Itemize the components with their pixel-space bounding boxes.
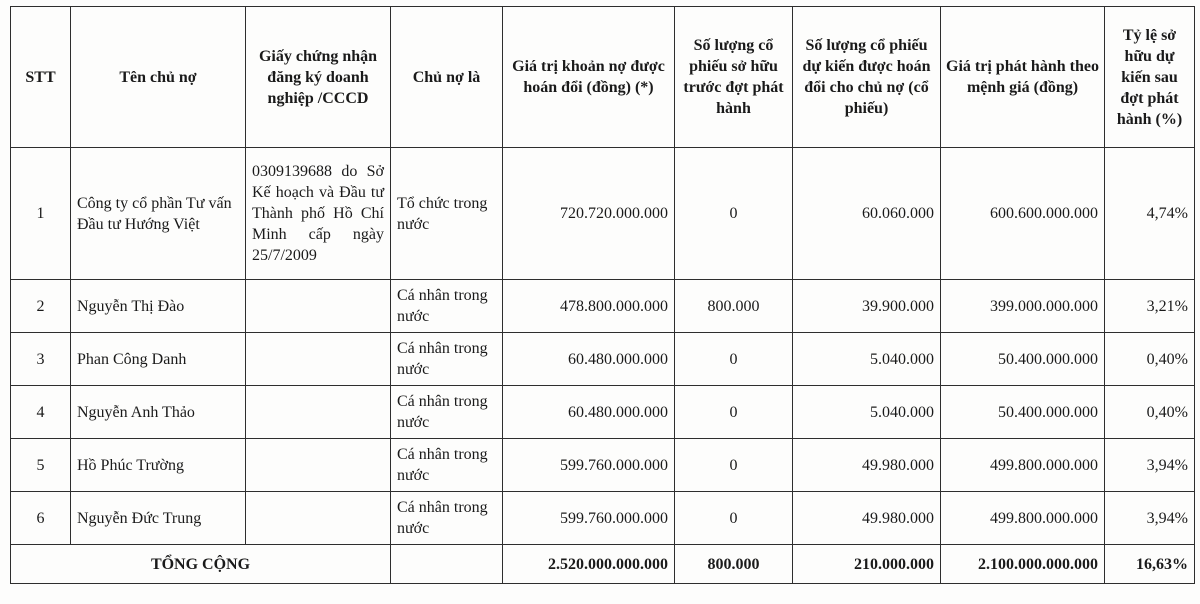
table-row bbox=[11, 492, 1195, 545]
cell-shares-before: 0 bbox=[675, 333, 793, 386]
cell-shares-expected: 49.980.000 bbox=[793, 439, 941, 492]
total-row bbox=[11, 545, 1195, 584]
table-row bbox=[11, 333, 1195, 386]
header-ownership-ratio: Tỷ lệ sở hữu dự kiến sau đợt phát hành (%) bbox=[1105, 7, 1195, 148]
cell-creditor-name: Nguyễn Anh Thảo bbox=[71, 386, 246, 439]
cell-stt: 6 bbox=[11, 492, 71, 545]
header-row bbox=[11, 7, 1195, 148]
cell-shares-expected: 60.060.000 bbox=[793, 148, 941, 280]
cell-shares-expected: 39.900.000 bbox=[793, 280, 941, 333]
cell-creditor-name: Công ty cổ phần Tư vấn Đầu tư Hướng Việt bbox=[71, 148, 246, 280]
cell-ownership-ratio: 0,40% bbox=[1105, 386, 1195, 439]
cell-debt-value: 599.760.000.000 bbox=[503, 492, 675, 545]
cell-stt: 1 bbox=[11, 148, 71, 280]
cell-issue-value: 499.800.000.000 bbox=[941, 439, 1105, 492]
cell-ownership-ratio: 0,40% bbox=[1105, 333, 1195, 386]
cell-issue-value: 399.000.000.000 bbox=[941, 280, 1105, 333]
header-registration: Giấy chứng nhận đăng ký doanh nghiệp /CCCD bbox=[246, 7, 391, 148]
header-creditor-type: Chủ nợ là bbox=[391, 7, 503, 148]
total-shares-before: 800.000 bbox=[675, 545, 793, 584]
cell-ownership-ratio: 3,94% bbox=[1105, 492, 1195, 545]
cell-creditor-name: Nguyễn Đức Trung bbox=[71, 492, 246, 545]
cell-shares-expected: 5.040.000 bbox=[793, 386, 941, 439]
cell-shares-before: 0 bbox=[675, 439, 793, 492]
cell-ownership-ratio: 3,21% bbox=[1105, 280, 1195, 333]
cell-debt-value: 60.480.000.000 bbox=[503, 386, 675, 439]
total-issue-value: 2.100.000.000.000 bbox=[941, 545, 1105, 584]
cell-registration bbox=[246, 439, 391, 492]
table-row bbox=[11, 386, 1195, 439]
cell-stt: 5 bbox=[11, 439, 71, 492]
debt-conversion-table bbox=[10, 6, 1195, 584]
cell-creditor-name: Nguyễn Thị Đào bbox=[71, 280, 246, 333]
cell-registration bbox=[246, 280, 391, 333]
cell-stt: 4 bbox=[11, 386, 71, 439]
cell-registration: 0309139688 do Sở Kế hoạch và Đầu tư Thành phố Hồ Chí Minh cấp ngày 25/7/2009 bbox=[246, 148, 391, 280]
cell-shares-before: 0 bbox=[675, 492, 793, 545]
header-shares-expected: Số lượng cổ phiếu dự kiến được hoán đổi cho chủ nợ (cổ phiếu) bbox=[793, 7, 941, 148]
cell-creditor-name: Hồ Phúc Trường bbox=[71, 439, 246, 492]
cell-shares-expected: 5.040.000 bbox=[793, 333, 941, 386]
table-row bbox=[11, 148, 1195, 280]
cell-creditor-type: Cá nhân trong nước bbox=[391, 386, 503, 439]
cell-debt-value: 60.480.000.000 bbox=[503, 333, 675, 386]
cell-debt-value: 720.720.000.000 bbox=[503, 148, 675, 280]
header-debt-value: Giá trị khoản nợ được hoán đổi (đồng) (*) bbox=[503, 7, 675, 148]
total-empty-cell bbox=[391, 545, 503, 584]
cell-issue-value: 600.600.000.000 bbox=[941, 148, 1105, 280]
cell-debt-value: 478.800.000.000 bbox=[503, 280, 675, 333]
total-shares-expected: 210.000.000 bbox=[793, 545, 941, 584]
total-ownership-ratio: 16,63% bbox=[1105, 545, 1195, 584]
cell-creditor-type: Cá nhân trong nước bbox=[391, 439, 503, 492]
cell-debt-value: 599.760.000.000 bbox=[503, 439, 675, 492]
cell-creditor-name: Phan Công Danh bbox=[71, 333, 246, 386]
cell-ownership-ratio: 4,74% bbox=[1105, 148, 1195, 280]
cell-creditor-type: Cá nhân trong nước bbox=[391, 333, 503, 386]
cell-issue-value: 499.800.000.000 bbox=[941, 492, 1105, 545]
header-issue-value: Giá trị phát hành theo mệnh giá (đồng) bbox=[941, 7, 1105, 148]
cell-issue-value: 50.400.000.000 bbox=[941, 386, 1105, 439]
total-label: TỔNG CỘNG bbox=[11, 545, 391, 584]
cell-issue-value: 50.400.000.000 bbox=[941, 333, 1105, 386]
cell-shares-before: 0 bbox=[675, 148, 793, 280]
cell-registration bbox=[246, 386, 391, 439]
cell-shares-before: 0 bbox=[675, 386, 793, 439]
header-creditor-name: Tên chủ nợ bbox=[71, 7, 246, 148]
header-stt: STT bbox=[11, 7, 71, 148]
cell-stt: 2 bbox=[11, 280, 71, 333]
cell-shares-before: 800.000 bbox=[675, 280, 793, 333]
table-row bbox=[11, 280, 1195, 333]
total-debt-value: 2.520.000.000.000 bbox=[503, 545, 675, 584]
cell-ownership-ratio: 3,94% bbox=[1105, 439, 1195, 492]
cell-creditor-type: Cá nhân trong nước bbox=[391, 280, 503, 333]
cell-shares-expected: 49.980.000 bbox=[793, 492, 941, 545]
cell-registration bbox=[246, 492, 391, 545]
cell-creditor-type: Tổ chức trong nước bbox=[391, 148, 503, 280]
cell-stt: 3 bbox=[11, 333, 71, 386]
table-row bbox=[11, 439, 1195, 492]
cell-creditor-type: Cá nhân trong nước bbox=[391, 492, 503, 545]
cell-registration bbox=[246, 333, 391, 386]
header-shares-before: Số lượng cổ phiếu sở hữu trước đợt phát hành bbox=[675, 7, 793, 148]
